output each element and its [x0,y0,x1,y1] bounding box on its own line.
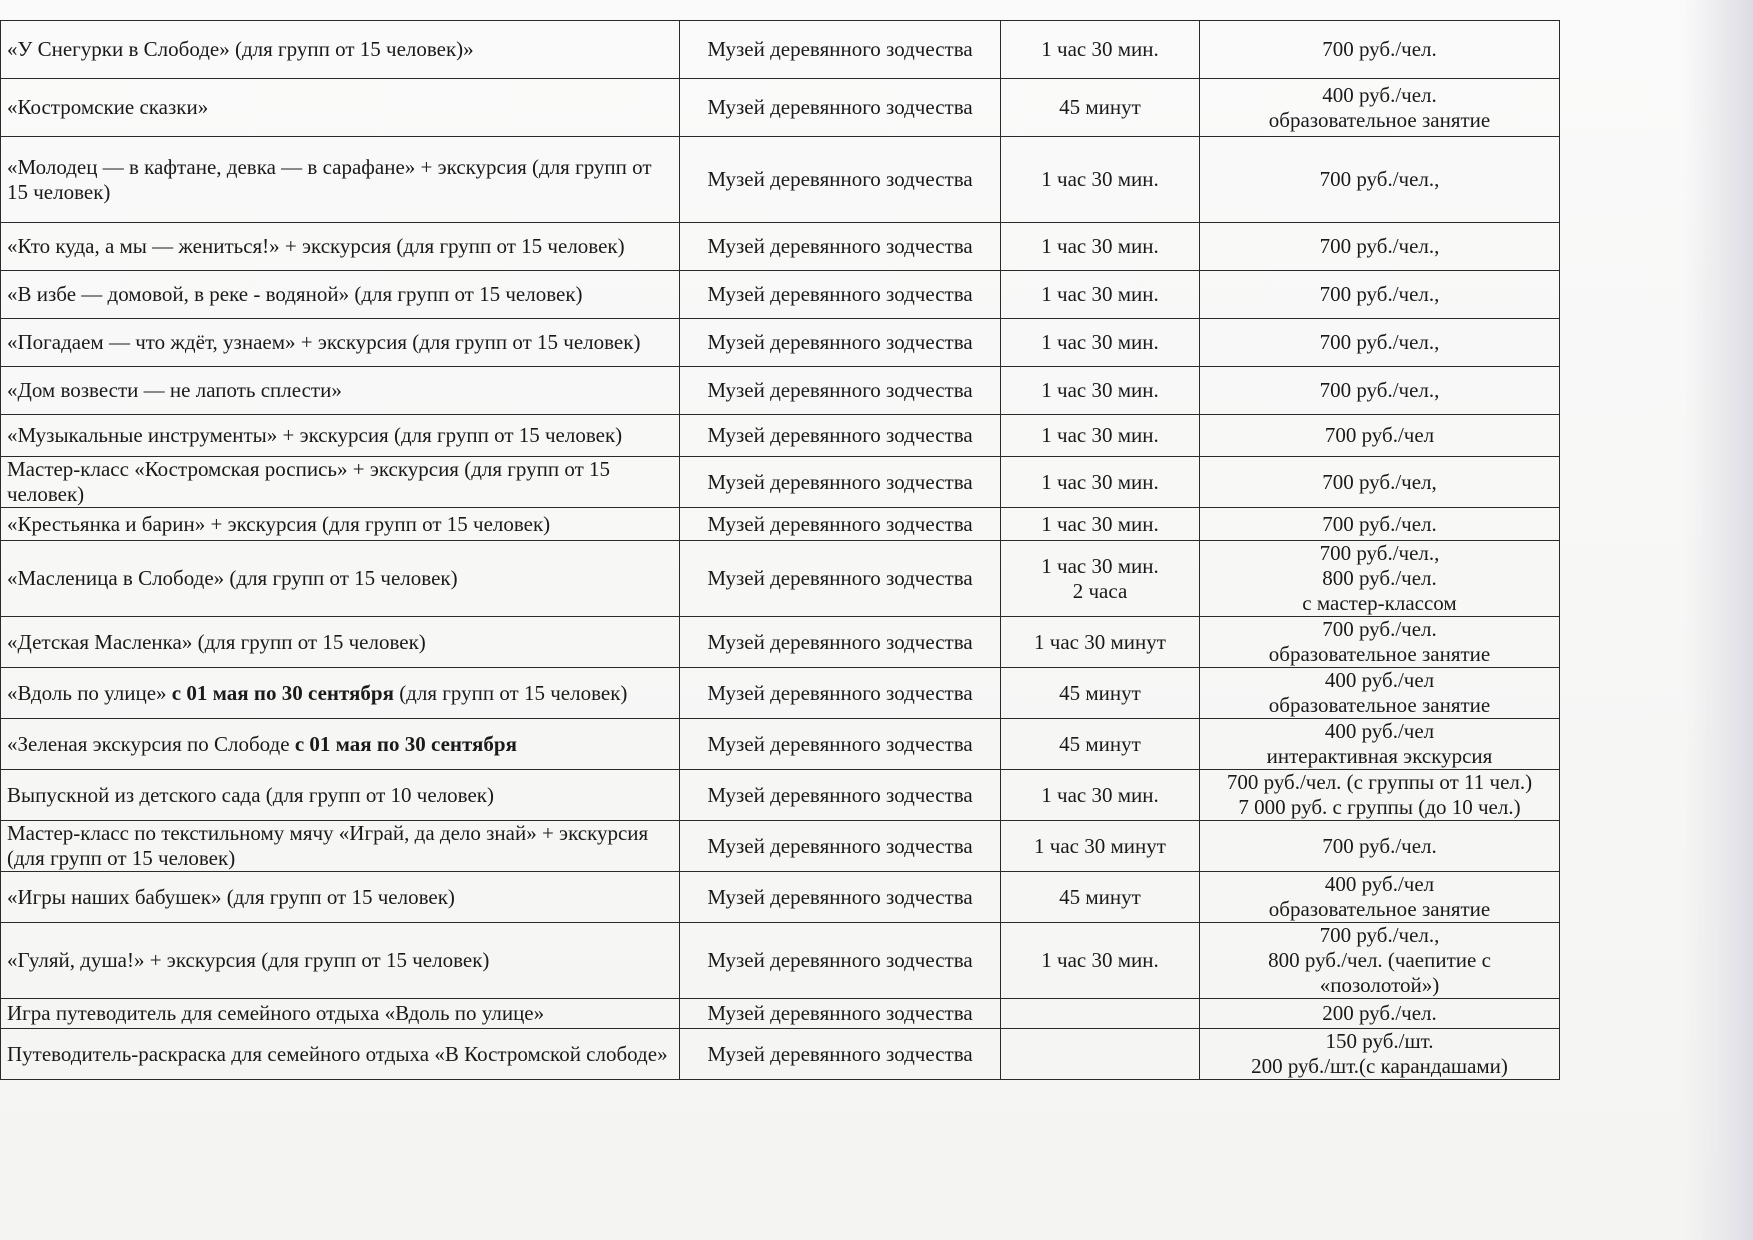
price-value: образовательное занятие [1268,897,1491,921]
table-row [1,271,1753,319]
table-row [1,319,1753,367]
blank-cell [1560,271,1753,319]
event-name: «Масленица в Слободе» (для групп от 15 человек) [7,566,458,590]
duration-value: 1 час 30 мин. [1041,782,1159,807]
event-name-part: (для групп от 15 человек) [393,680,628,705]
table-row [1,79,1753,137]
price-value: 700 руб./чел [1324,423,1435,447]
duration-cell [1001,719,1200,770]
venue-cell [680,79,1001,137]
event-name-cell [1,319,680,367]
event-name-part: «Вдоль по улице» [7,680,172,705]
blank-cell [1560,223,1753,271]
blank-cell [1560,770,1753,821]
event-name: «Крестьянка и барин» + экскурсия (для групп от 15 человек) [7,511,551,536]
price-value: 700 руб./чел, [1322,469,1437,494]
price-cell [1200,137,1560,223]
duration-cell [1001,319,1200,367]
price-value: интерактивная экскурсия [1266,744,1493,768]
duration-value: 45 минут [1059,731,1141,756]
venue-name: Музей деревянного зодчества [707,782,973,807]
duration-cell [1001,457,1200,508]
duration-cell [1001,137,1200,223]
venue-name: Музей деревянного зодчества [707,884,973,909]
blank-cell [1560,872,1753,923]
venue-name: Музей деревянного зодчества [707,511,973,536]
duration-value: 45 минут [1059,95,1141,119]
price-value: 200 руб./чел. [1322,1001,1437,1025]
price-cell [1200,872,1560,923]
duration-cell [1001,872,1200,923]
venue-name: Музей деревянного зодчества [707,566,973,590]
duration-value: 2 часа [1072,578,1128,603]
price-value: 700 руб./чел., [1319,167,1440,191]
event-name-cell [1,21,680,79]
venue-cell [680,1029,1001,1080]
duration-cell [1001,21,1200,79]
venue-name: Музей деревянного зодчества [707,629,973,654]
event-name-cell [1,541,680,617]
venue-cell [680,999,1001,1029]
price-cell [1200,770,1560,821]
price-cell [1200,999,1560,1029]
venue-cell [680,872,1001,923]
venue-name: Музей деревянного зодчества [707,378,973,402]
price-value: 400 руб./чел [1324,719,1435,743]
venue-cell [680,415,1001,457]
event-name: Игра путеводитель для семейного отдыха «Вдоль по улице» [7,1001,545,1025]
event-name-cell [1,923,680,999]
price-value: образовательное занятие [1268,642,1491,666]
blank-cell [1560,137,1753,223]
blank-cell [1560,923,1753,999]
table-row [1,770,1753,821]
blank-cell [1560,1029,1753,1080]
event-name-cell [1,367,680,415]
price-cell [1200,319,1560,367]
venue-cell [680,770,1001,821]
table-row [1,541,1753,617]
table-body [1,21,1753,1080]
duration-cell [1001,367,1200,415]
duration-value: 1 час 30 мин. [1041,378,1159,402]
venue-cell [680,319,1001,367]
price-value: с мастер-классом [1302,591,1457,615]
table-row [1,415,1753,457]
duration-cell [1001,541,1200,617]
duration-value: 1 час 30 мин. [1041,469,1159,494]
venue-name: Музей деревянного зодчества [707,1001,973,1025]
event-name: «Молодец — в кафтане, девка — в сарафане» + экскурсия (для групп от 15 человек) [7,154,652,204]
price-value: 400 руб./чел [1324,668,1435,692]
blank-cell [1560,617,1753,668]
blank-cell [1560,999,1753,1029]
event-name-cell [1,821,680,872]
duration-cell [1001,1029,1200,1080]
event-name-cell [1,271,680,319]
venue-name: Музей деревянного зодчества [707,95,973,119]
duration-cell [1001,668,1200,719]
price-cell [1200,508,1560,541]
event-name: «Детская Масленка» (для групп от 15 человек) [7,629,426,654]
price-cell [1200,79,1560,137]
venue-cell [680,223,1001,271]
event-name-cell [1,1029,680,1080]
price-value: 700 руб./чел., [1319,923,1440,947]
duration-value: 1 час 30 мин. [1041,234,1159,258]
venue-cell [680,668,1001,719]
table-row [1,923,1753,999]
table-row [1,668,1753,719]
blank-cell [1560,319,1753,367]
duration-value: 1 час 30 мин. [1041,511,1159,536]
venue-name: Музей деревянного зодчества [707,234,973,258]
price-cell [1200,617,1560,668]
venue-cell [680,271,1001,319]
venue-name: Музей деревянного зодчества [707,1041,973,1066]
price-value: 700 руб./чел. [1322,37,1437,61]
table-row [1,223,1753,271]
venue-name: Музей деревянного зодчества [707,680,973,705]
venue-name: Музей деревянного зодчества [707,469,973,494]
blank-cell [1560,541,1753,617]
venue-cell [680,719,1001,770]
venue-cell [680,508,1001,541]
price-cell [1200,923,1560,999]
table-row [1,821,1753,872]
price-cell [1200,668,1560,719]
blank-cell [1560,508,1753,541]
venue-cell [680,541,1001,617]
duration-value: 45 минут [1059,884,1141,909]
blank-cell [1560,457,1753,508]
price-value: 7 000 руб. с группы (до 10 чел.) [1238,795,1521,819]
table-row [1,457,1753,508]
price-value: 700 руб./чел. (с группы от 11 чел.) [1226,770,1533,794]
event-name-cell [1,668,680,719]
table-row [1,999,1753,1029]
table-row [1,21,1753,79]
venue-cell [680,923,1001,999]
table-row [1,137,1753,223]
venue-name: Музей деревянного зодчества [707,731,973,756]
event-name: Выпускной из детского сада (для групп от 10 человек) [7,782,494,807]
duration-cell [1001,79,1200,137]
price-cell [1200,367,1560,415]
price-cell [1200,415,1560,457]
venue-name: Музей деревянного зодчества [707,948,973,972]
duration-value: 1 час 30 минут [1034,629,1166,654]
event-name-cell [1,137,680,223]
duration-value: 1 час 30 мин. [1041,167,1159,191]
table-row [1,1029,1753,1080]
price-value: 700 руб./чел. [1322,833,1437,858]
event-name-cell [1,223,680,271]
price-cell [1200,223,1560,271]
event-season-dates: с 01 мая по 30 сентября [294,731,517,756]
table-row [1,508,1753,541]
table-row [1,367,1753,415]
event-name: «Погадаем — что ждёт, узнаем» + экскурсия (для групп от 15 человек) [7,330,641,354]
duration-value: 1 час 30 мин. [1041,948,1159,972]
table-row [1,872,1753,923]
event-name: «Дом возвести — не лапоть сплести» [7,378,342,402]
price-value: 400 руб./чел [1324,872,1435,896]
venue-name: Музей деревянного зодчества [707,167,973,191]
price-cell [1200,1029,1560,1080]
venue-cell [680,821,1001,872]
event-name: «У Снегурки в Слободе» (для групп от 15 человек)» [7,37,474,61]
venue-name: Музей деревянного зодчества [707,282,973,306]
events-price-table [0,20,1753,1080]
event-name: Путеводитель-раскраска для семейного отдыха «В Костромской слободе» [7,1041,668,1066]
venue-cell [680,137,1001,223]
price-value: 700 руб./чел., [1319,541,1440,565]
event-name: «Костромские сказки» [7,95,209,119]
price-cell [1200,821,1560,872]
event-name-part: «Зеленая экскурсия по Слободе [7,731,295,756]
blank-cell [1560,719,1753,770]
price-cell [1200,21,1560,79]
duration-value: 1 час 30 мин. [1041,282,1159,306]
event-name-cell [1,457,680,508]
duration-cell [1001,617,1200,668]
event-name-cell [1,719,680,770]
price-cell [1200,719,1560,770]
event-name-cell [1,872,680,923]
duration-cell [1001,821,1200,872]
duration-value: 1 час 30 мин. [1041,330,1159,354]
venue-name: Музей деревянного зодчества [707,423,973,447]
blank-cell [1560,367,1753,415]
venue-name: Музей деревянного зодчества [707,37,973,61]
duration-value: 1 час 30 мин. [1041,553,1159,578]
venue-cell [680,367,1001,415]
duration-cell [1001,770,1200,821]
price-value: 700 руб./чел., [1319,378,1440,402]
duration-value: 45 минут [1059,680,1141,705]
price-cell [1200,541,1560,617]
price-value: 700 руб./чел., [1319,234,1440,258]
event-name: «Музыкальные инструменты» + экскурсия (для групп от 15 человек) [7,423,623,447]
event-name-cell [1,617,680,668]
blank-cell [1560,668,1753,719]
table-row [1,719,1753,770]
duration-value: 1 час 30 мин. [1041,423,1159,447]
event-name: «Гуляй, душа!» + экскурсия (для групп от 15 человек) [7,948,490,972]
price-value: 200 руб./шт.(с карандашами) [1251,1054,1508,1078]
venue-name: Музей деревянного зодчества [707,833,973,858]
price-value: 800 руб./чел. [1322,566,1437,590]
blank-cell [1560,821,1753,872]
table-row [1,617,1753,668]
event-name: «Кто куда, а мы — жениться!» + экскурсия (для групп от 15 человек) [7,234,625,258]
blank-cell [1560,21,1753,79]
price-value: 150 руб./шт. [1325,1029,1434,1053]
event-season-dates: с 01 мая по 30 сентября [171,680,394,705]
blank-cell [1560,79,1753,137]
duration-value: 1 час 30 минут [1034,833,1166,858]
event-name: «Игры наших бабушек» (для групп от 15 человек) [7,884,455,909]
price-value: 700 руб./чел. [1322,511,1437,536]
event-name-cell [1,79,680,137]
venue-cell [680,21,1001,79]
price-value: 700 руб./чел., [1319,330,1440,354]
price-cell [1200,271,1560,319]
event-name-cell [1,999,680,1029]
event-name-cell [1,770,680,821]
event-name-cell [1,415,680,457]
price-cell [1200,457,1560,508]
price-value: 700 руб./чел. [1322,617,1437,641]
price-value: образовательное занятие [1268,107,1491,132]
price-value: 700 руб./чел., [1319,282,1440,306]
duration-cell [1001,223,1200,271]
duration-cell [1001,415,1200,457]
duration-cell [1001,999,1200,1029]
price-value: образовательное занятие [1268,693,1491,717]
price-value: 800 руб./чел. (чаепитие с [1268,948,1491,972]
event-name: «В избе — домовой, в реке - водяной» (для групп от 15 человек) [7,282,583,306]
duration-cell [1001,271,1200,319]
event-name: Мастер-класс по текстильному мячу «Играй, да дело знай» + экскурсия (для групп от 15 человек) [7,821,649,870]
venue-name: Музей деревянного зодчества [707,330,973,354]
duration-cell [1001,923,1200,999]
duration-cell [1001,508,1200,541]
duration-value: 1 час 30 мин. [1041,37,1159,61]
event-name: Мастер-класс «Костромская роспись» + экскурсия (для групп от 15 человек) [7,457,610,506]
blank-cell [1560,415,1753,457]
venue-cell [680,617,1001,668]
price-value: «позолотой») [1319,973,1440,997]
venue-cell [680,457,1001,508]
event-name-cell [1,508,680,541]
price-value: 400 руб./чел. [1322,82,1437,107]
